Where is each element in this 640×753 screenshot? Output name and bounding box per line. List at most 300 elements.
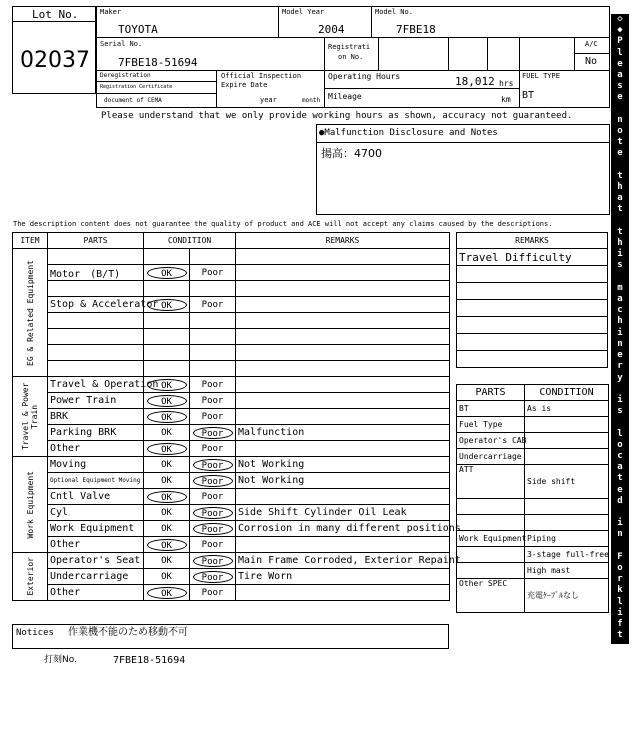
- banner-char: y: [617, 372, 623, 383]
- poor-cell: [190, 393, 236, 409]
- ok-mark: OK: [161, 460, 172, 470]
- ok-mark: OK: [147, 379, 187, 391]
- ok-mark: OK: [161, 556, 172, 566]
- lot-number: 02037: [20, 48, 90, 73]
- ok-cell: [144, 553, 190, 569]
- part-cell: Other: [48, 537, 144, 553]
- right-remarks-row: [457, 300, 608, 317]
- maker-label: Maker: [100, 8, 122, 16]
- table-row: [13, 329, 450, 345]
- banner-char: r: [617, 574, 623, 585]
- banner-char: t: [617, 137, 623, 148]
- banner-char: f: [617, 618, 623, 629]
- ok-cell: [144, 297, 190, 313]
- table-row: [13, 537, 450, 553]
- right-part-cell: Fuel Type: [457, 417, 525, 433]
- right-remarks-row: [457, 334, 608, 351]
- banner-char: i: [617, 249, 623, 260]
- ok-mark: OK: [147, 587, 187, 599]
- banner-char: g: [617, 719, 623, 730]
- table-row: [13, 425, 450, 441]
- right-header-parts: PARTS: [457, 385, 525, 401]
- banner-char: [611, 641, 629, 652]
- poor-cell: [190, 553, 236, 569]
- poor-cell: [190, 313, 236, 329]
- remark-cell: [236, 297, 450, 313]
- right-remarks-table: [456, 232, 608, 368]
- table-row: [13, 521, 450, 537]
- banner-char: ◆: [617, 25, 623, 36]
- poor-mark: Poor: [193, 427, 233, 439]
- banner-char: i: [617, 607, 623, 618]
- right-condition-cell: Piping: [525, 531, 609, 547]
- remark-cell: [236, 537, 450, 553]
- part-cell: Operator's Seat: [48, 553, 144, 569]
- group-label: Work Equipment: [25, 470, 35, 539]
- serial-label: Serial No.: [100, 40, 143, 48]
- group-label-cell: [13, 457, 48, 553]
- group-label-cell: [13, 553, 48, 601]
- table-row: [13, 297, 450, 313]
- banner-char: [611, 216, 629, 227]
- table-row: [13, 505, 450, 521]
- ok-mark: OK: [161, 572, 172, 582]
- poor-cell: [190, 505, 236, 521]
- banner-char: r: [617, 674, 623, 685]
- ok-cell: [144, 521, 190, 537]
- ok-cell: [144, 329, 190, 345]
- location-banner: [611, 14, 629, 753]
- remark-cell: [236, 441, 450, 457]
- table-row: [13, 409, 450, 425]
- banner-char: [611, 507, 629, 518]
- lot-label: Lot No.: [32, 8, 79, 21]
- right-table-row: [457, 579, 609, 613]
- ok-cell: [144, 409, 190, 425]
- right-condition-cell: [525, 515, 609, 531]
- banner-char: c: [617, 450, 623, 461]
- part-cell: [48, 329, 144, 345]
- right-part-cell: ATT: [457, 465, 525, 499]
- poor-cell: [190, 425, 236, 441]
- right-remarks-row: [457, 266, 608, 283]
- part-cell: Motor (B/T): [48, 265, 144, 281]
- fuel-type-label: FUEL TYPE: [522, 72, 560, 80]
- poor-mark: Poor: [201, 540, 224, 550]
- registration-certificate-label: Registration Certificate: [100, 84, 173, 90]
- table-row: [13, 553, 450, 569]
- right-condition-cell: High mast: [525, 563, 609, 579]
- inspection-table: [12, 232, 461, 601]
- remark-cell: Tire Worn: [236, 569, 450, 585]
- registration-label-2: on No.: [338, 53, 364, 61]
- part-cell: Other: [48, 441, 144, 457]
- banner-char: e: [617, 484, 623, 495]
- remark-cell: [236, 377, 450, 393]
- poor-mark: Poor: [193, 459, 233, 471]
- group-label: EG & Related Equipment: [25, 259, 35, 366]
- deregistration-label: Deregistration: [100, 72, 151, 79]
- poor-cell: [190, 409, 236, 425]
- ok-cell: [144, 281, 190, 297]
- ac-label: A/C: [585, 40, 598, 48]
- group-label: Exterior: [25, 557, 35, 596]
- poor-mark: Poor: [201, 380, 224, 390]
- right-condition-cell: 3-stage full-free: [525, 547, 609, 563]
- part-cell: Moving: [48, 457, 144, 473]
- banner-char: h: [617, 182, 623, 193]
- right-table-row: [457, 401, 609, 417]
- inspection-label-2: Expire Date: [221, 81, 268, 89]
- banner-char: e: [617, 350, 623, 361]
- banner-char: d: [617, 495, 623, 506]
- malfunction-title: ●Malfunction Disclosure and Notes: [319, 128, 498, 138]
- right-condition-cell: [525, 417, 609, 433]
- ok-mark: OK: [161, 508, 172, 518]
- right-remarks-row: [457, 283, 608, 300]
- remark-cell: [236, 585, 450, 601]
- cema-label: document of CEMA: [104, 97, 162, 104]
- poor-mark: Poor: [193, 555, 233, 567]
- remark-cell: Main Frame Corroded, Exterior Repaint: [236, 553, 450, 569]
- ok-cell: [144, 393, 190, 409]
- ok-cell: [144, 457, 190, 473]
- part-cell: Work Equipment: [48, 521, 144, 537]
- poor-cell: [190, 297, 236, 313]
- banner-char: n: [617, 338, 623, 349]
- banner-char: a: [617, 294, 623, 305]
- ok-mark: OK: [147, 299, 187, 311]
- table-row: [13, 393, 450, 409]
- serial-value: 7FBE18-51694: [118, 56, 198, 69]
- poor-mark: Poor: [201, 492, 224, 502]
- right-table-row: [457, 531, 609, 547]
- part-cell: Power Train: [48, 393, 144, 409]
- banner-char: i: [617, 697, 623, 708]
- part-cell: [48, 281, 144, 297]
- banner-char: a: [617, 70, 623, 81]
- notices-label: Notices: [16, 628, 54, 638]
- table-row: [13, 585, 450, 601]
- right-remarks-cell: [457, 283, 608, 300]
- right-condition-cell: 充電ｹｰﾌﾞﾙなし: [525, 579, 609, 613]
- ok-cell: [144, 441, 190, 457]
- table-header-row: [13, 233, 450, 249]
- banner-char: m: [617, 282, 623, 293]
- banner-char: i: [617, 518, 623, 529]
- part-cell: [48, 313, 144, 329]
- ok-cell: [144, 585, 190, 601]
- ok-cell: [144, 345, 190, 361]
- right-remarks-first: Travel Difficulty: [457, 249, 608, 266]
- banner-char: s: [617, 81, 623, 92]
- remark-cell: [236, 265, 450, 281]
- right-table-row: [457, 515, 609, 531]
- remark-cell: [236, 393, 450, 409]
- ok-mark: OK: [147, 443, 187, 455]
- right-header-condition: CONDITION: [525, 385, 609, 401]
- ok-mark: OK: [147, 411, 187, 423]
- banner-char: n: [617, 529, 623, 540]
- poor-cell: [190, 361, 236, 377]
- ok-cell: [144, 313, 190, 329]
- poor-cell: [190, 441, 236, 457]
- table-row: [13, 345, 450, 361]
- part-cell: [48, 361, 144, 377]
- poor-cell: [190, 265, 236, 281]
- poor-cell: [190, 377, 236, 393]
- right-table-row: [457, 563, 609, 579]
- banner-char: t: [617, 473, 623, 484]
- right-part-cell: Work Equipment: [457, 531, 525, 547]
- ok-cell: [144, 425, 190, 441]
- table-row: [13, 249, 450, 265]
- poor-mark: Poor: [201, 300, 224, 310]
- banner-char: o: [617, 126, 623, 137]
- ok-cell: [144, 569, 190, 585]
- poor-cell: [190, 569, 236, 585]
- poor-cell: [190, 281, 236, 297]
- poor-mark: Poor: [201, 396, 224, 406]
- right-part-cell: BT: [457, 401, 525, 417]
- banner-char: s: [617, 406, 623, 417]
- banner-char: i: [617, 394, 623, 405]
- banner-char: a: [617, 193, 623, 204]
- poor-mark: Poor: [201, 444, 224, 454]
- part-cell: [48, 345, 144, 361]
- header-vline-3: [324, 37, 325, 108]
- right-table-row: [457, 547, 609, 563]
- header-parts: PARTS: [48, 233, 144, 249]
- right-remarks-row: [457, 317, 608, 334]
- right-condition-cell: [525, 449, 609, 465]
- ok-mark: OK: [147, 267, 187, 279]
- registration-label-1: Registrati: [328, 43, 371, 51]
- ac-value: No: [585, 56, 598, 67]
- right-parts-table: [456, 384, 609, 613]
- right-remarks-header: REMARKS: [457, 233, 608, 249]
- banner-char: c: [617, 305, 623, 316]
- inspection-label-1: Official Inspection: [221, 72, 302, 80]
- ok-mark: OK: [147, 395, 187, 407]
- header-vline-1: [278, 6, 279, 37]
- ok-cell: [144, 265, 190, 281]
- table-row: [13, 281, 450, 297]
- lot-label-divider: [12, 21, 96, 22]
- banner-char: k: [617, 686, 623, 697]
- year-label: year: [260, 96, 277, 104]
- maker-value: TOYOTA: [118, 23, 158, 36]
- ok-mark: OK: [161, 524, 172, 534]
- remark-cell: [236, 489, 450, 505]
- part-cell: Parking BRK: [48, 425, 144, 441]
- ok-cell: [144, 505, 190, 521]
- header-condition: CONDITION: [144, 233, 236, 249]
- ok-cell: [144, 537, 190, 553]
- poor-mark: Poor: [201, 268, 224, 278]
- ok-mark: OK: [147, 539, 187, 551]
- banner-char: t: [617, 170, 623, 181]
- part-cell: Travel & Operation: [48, 377, 144, 393]
- poor-cell: [190, 585, 236, 601]
- table-row: [13, 377, 450, 393]
- table-row: [13, 441, 450, 457]
- header-vline-4: [378, 37, 379, 70]
- group-label-cell: [13, 249, 48, 377]
- right-condition-cell: As is: [525, 401, 609, 417]
- banner-char: h: [617, 238, 623, 249]
- table-row: [13, 473, 450, 489]
- header-vline-9: [216, 70, 217, 108]
- banner-char: a: [617, 462, 623, 473]
- banner-char: P: [617, 36, 623, 47]
- dereg-line-1: [96, 81, 216, 82]
- poor-mark: Poor: [193, 571, 233, 583]
- hrs-unit: hrs: [499, 79, 514, 88]
- table-row: [13, 361, 450, 377]
- right-remarks-cell: [457, 334, 608, 351]
- poor-mark: Poor: [193, 507, 233, 519]
- banner-char: [611, 160, 629, 171]
- km-unit: km: [501, 95, 511, 104]
- header-item: ITEM: [13, 233, 48, 249]
- right-condition-cell: [525, 433, 609, 449]
- right-table-row: [457, 417, 609, 433]
- part-cell: Optional Equipment Moving: [48, 473, 144, 489]
- ok-mark: OK: [147, 491, 187, 503]
- banner-char: [611, 272, 629, 283]
- right-condition-cell: [525, 499, 609, 515]
- stamp-value: 7FBE18-51694: [113, 655, 186, 666]
- part-cell: [48, 249, 144, 265]
- header-vline-5: [448, 37, 449, 70]
- right-part-cell: [457, 563, 525, 579]
- right-part-cell: [457, 515, 525, 531]
- table-row: [13, 569, 450, 585]
- banner-char: t: [617, 630, 623, 641]
- header-vline-2: [371, 6, 372, 37]
- poor-cell: [190, 489, 236, 505]
- right-part-cell: Operator's CAB: [457, 433, 525, 449]
- banner-char: [611, 417, 629, 428]
- right-part-cell: [457, 499, 525, 515]
- right-table-row: [457, 499, 609, 515]
- fuel-type-value: BT: [522, 90, 535, 101]
- remark-cell: [236, 409, 450, 425]
- header-remarks: REMARKS: [236, 233, 450, 249]
- right-remarks-cell: [457, 266, 608, 283]
- right-table-header: [457, 385, 609, 401]
- poor-mark: Poor: [201, 412, 224, 422]
- disclaimer: The description content does not guarantee the quality of product and ACE will not accept any claims caused by the descriptions.: [13, 220, 553, 228]
- banner-char: l: [617, 428, 623, 439]
- right-remarks-cell: [457, 351, 608, 368]
- right-table-row: [457, 449, 609, 465]
- banner-char: r: [617, 361, 623, 372]
- right-remarks-cell: [457, 317, 608, 334]
- table-row: [13, 313, 450, 329]
- model-no-label: Model No.: [375, 8, 413, 16]
- part-cell: Other: [48, 585, 144, 601]
- right-condition-cell: Side shift: [525, 465, 609, 499]
- banner-char: e: [617, 92, 623, 103]
- stamp-label: 打刻No.: [44, 655, 77, 665]
- right-table-row: [457, 433, 609, 449]
- banner-char: ◇: [617, 14, 623, 24]
- remark-cell: Malfunction: [236, 425, 450, 441]
- banner-char: t: [617, 226, 623, 237]
- poor-cell: [190, 249, 236, 265]
- poor-mark: Poor: [201, 588, 224, 598]
- poor-cell: [190, 521, 236, 537]
- banner-char: k: [617, 585, 623, 596]
- banner-char: t: [617, 204, 623, 215]
- right-part-cell: [457, 547, 525, 563]
- ok-cell: [144, 473, 190, 489]
- month-label: month: [302, 97, 321, 104]
- banner-char: a: [617, 663, 623, 674]
- model-year-label: Model Year: [282, 8, 325, 16]
- part-cell: BRK: [48, 409, 144, 425]
- banner-char: l: [617, 47, 623, 58]
- table-row: [13, 457, 450, 473]
- banner-char: [611, 541, 629, 552]
- header-vline-6: [487, 37, 488, 70]
- banner-char: e: [617, 58, 623, 69]
- ok-mark: OK: [161, 476, 172, 486]
- banner-char: o: [617, 562, 623, 573]
- part-cell: Stop & Accelerator: [48, 297, 144, 313]
- part-cell: Cyl: [48, 505, 144, 521]
- notices-text: 作業機不能のため移動不可: [68, 627, 188, 638]
- banner-char: e: [617, 148, 623, 159]
- remark-cell: Not Working: [236, 457, 450, 473]
- banner-char: n: [617, 708, 623, 719]
- header-line-1: [96, 37, 610, 38]
- operating-hours-value: 18,012: [455, 75, 495, 88]
- malfunction-note: 揚高：4700: [321, 147, 382, 160]
- remark-cell: [236, 329, 450, 345]
- ok-cell: [144, 361, 190, 377]
- right-table-row: [457, 465, 609, 499]
- banner-char: s: [617, 260, 623, 271]
- group-label: Travel & Power Train: [21, 382, 39, 451]
- banner-char: l: [617, 596, 623, 607]
- banner-char: ◆: [617, 731, 623, 741]
- ok-cell: [144, 377, 190, 393]
- banner-char: P: [617, 652, 623, 663]
- dereg-line-2: [96, 93, 216, 94]
- poor-cell: [190, 329, 236, 345]
- banner-char: ◇: [617, 742, 623, 753]
- poor-cell: [190, 473, 236, 489]
- model-year-value: 2004: [318, 23, 345, 36]
- remark-cell: Side Shift Cylinder Oil Leak: [236, 505, 450, 521]
- banner-char: i: [617, 327, 623, 338]
- malfunction-divider: [316, 142, 610, 143]
- right-part-cell: Undercarriage: [457, 449, 525, 465]
- mileage-label: Mileage: [328, 92, 362, 101]
- banner-char: h: [617, 316, 623, 327]
- model-no-value: 7FBE18: [396, 23, 436, 36]
- remark-cell: Not Working: [236, 473, 450, 489]
- part-cell: Undercarriage: [48, 569, 144, 585]
- poor-mark: Poor: [193, 475, 233, 487]
- ok-mark: OK: [161, 428, 172, 438]
- banner-char: [611, 384, 629, 395]
- right-remarks-row: [457, 351, 608, 368]
- operating-hours-label: Operating Hours: [328, 72, 401, 81]
